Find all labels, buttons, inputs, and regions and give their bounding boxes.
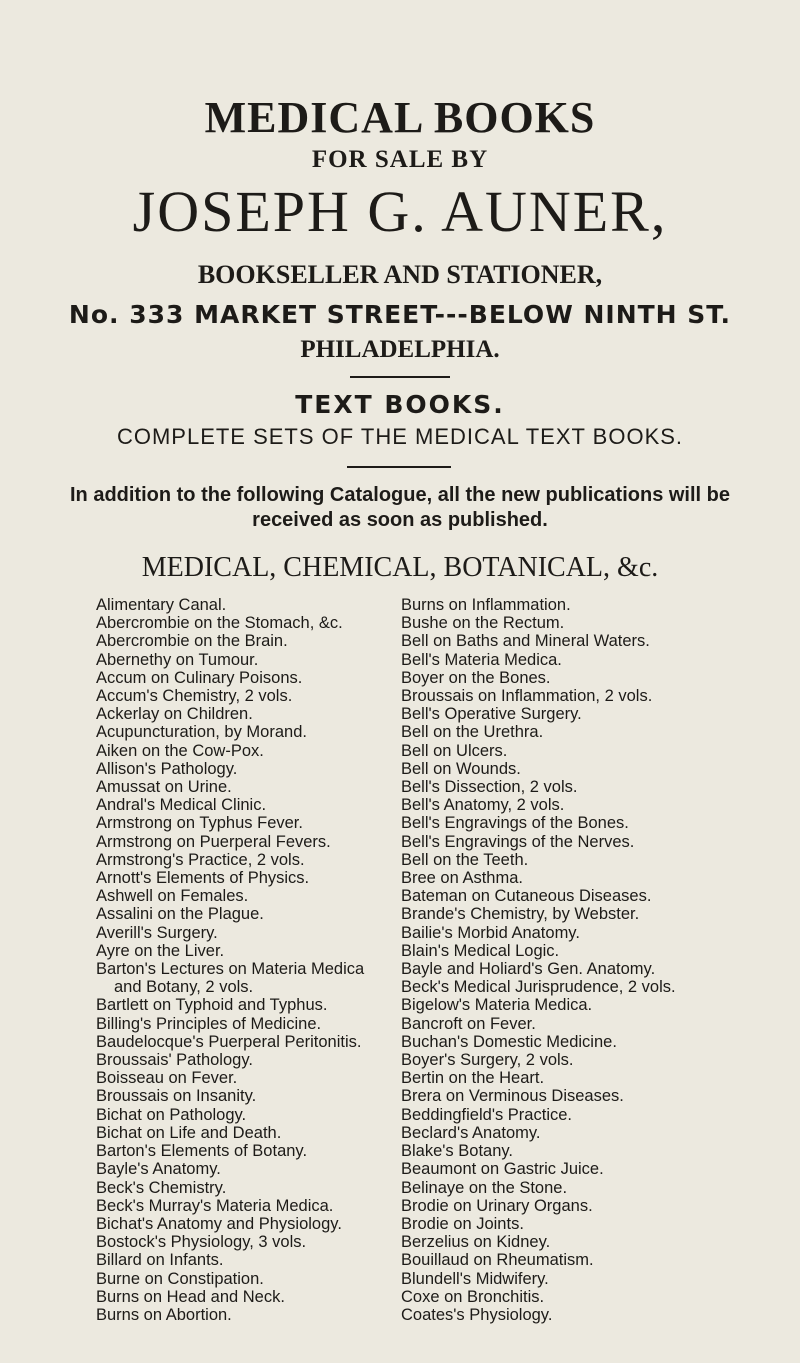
catalogue-entry: Burne on Constipation.: [96, 1269, 264, 1288]
catalogue-entry: Averill's Surgery.: [96, 923, 218, 942]
catalogue-entry: Bichat on Pathology.: [96, 1105, 247, 1124]
catalogue-entry: Allison's Pathology.: [96, 759, 238, 778]
catalogue-entry: Bayle and Holiard's Gen. Anatomy.: [401, 960, 656, 979]
catalogue-entry: Broussais on Insanity.: [96, 1087, 257, 1106]
catalogue-entry: Bayle's Anatomy.: [96, 1160, 221, 1179]
bookseller-address: No. 333 MARKET STREET---BELOW NINTH ST.: [68, 300, 732, 329]
catalogue-entry: Bichat on Life and Death.: [96, 1123, 282, 1142]
catalogue-entry: Brande's Chemistry, by Webster.: [401, 905, 640, 924]
catalogue-entry: Blake's Botany.: [401, 1142, 513, 1161]
catalogue-entry: Billard on Infants.: [96, 1251, 224, 1270]
catalogue-entry: Armstrong's Practice, 2 vols.: [96, 850, 305, 869]
catalogue-heading: MEDICAL, CHEMICAL, BOTANICAL, &c.: [141, 552, 659, 583]
catalogue-entry: Belinaye on the Stone.: [401, 1178, 568, 1197]
catalogue-entry: Burns on Inflammation.: [401, 596, 571, 614]
catalogue-entry: Bateman on Cutaneous Diseases.: [401, 887, 652, 906]
bookseller-name: JOSEPH G. AUNER,: [132, 179, 668, 244]
catalogue-entry: Beck's Medical Jurisprudence, 2 vols.: [401, 978, 676, 997]
catalogue-column-left: [96, 596, 386, 1324]
catalogue-entry: Aiken on the Cow-Pox.: [96, 741, 264, 760]
notice-line: In addition to the following Catalogue, all the new publications will be: [69, 484, 730, 506]
catalogue-entry: Barton's Elements of Botany.: [96, 1142, 308, 1161]
catalogue-entry: Blundell's Midwifery.: [401, 1269, 549, 1288]
catalogue-entry: Bell's Engravings of the Nerves.: [401, 832, 635, 851]
bookseller-city: PHILADELPHIA.: [300, 336, 500, 363]
catalogue-entry: Abercrombie on the Brain.: [96, 632, 288, 651]
catalogue-entry: Beck's Murray's Materia Medica.: [96, 1196, 334, 1215]
catalogue-entry: Bell on Wounds.: [401, 759, 521, 778]
catalogue-entry: Acupuncturation, by Morand.: [96, 723, 307, 742]
catalogue-entry: Beck's Chemistry.: [96, 1178, 227, 1197]
catalogue-entry: Bailie's Morbid Anatomy.: [401, 923, 580, 942]
catalogue-entry: Arnott's Elements of Physics.: [96, 869, 310, 888]
page-title: MEDICAL BOOKS: [204, 93, 596, 142]
catalogue-entry: and Botany, 2 vols.: [114, 978, 254, 997]
catalogue-entry: Boisseau on Fever.: [96, 1069, 238, 1088]
catalogue-entry: Barton's Lectures on Materia Medica: [96, 960, 365, 979]
catalogue-entry: Broussais' Pathology.: [96, 1051, 253, 1070]
catalogue-entry: Alimentary Canal.: [96, 596, 227, 614]
catalogue-entry: Accum on Culinary Poisons.: [96, 668, 303, 687]
divider-rule: [347, 466, 451, 468]
catalogue-entry: Assalini on the Plague.: [96, 905, 264, 924]
catalogue-entry: Coxe on Bronchitis.: [401, 1287, 545, 1306]
catalogue-entry: Ashwell on Females.: [96, 887, 249, 906]
catalogue-entry: Bell on the Teeth.: [401, 850, 529, 869]
catalogue-entry: Bell on Baths and Mineral Waters.: [401, 632, 650, 651]
catalogue-entry: Armstrong on Typhus Fever.: [96, 814, 303, 833]
catalogue-entry: Bell on Ulcers.: [401, 741, 508, 760]
catalogue-entry: Bree on Asthma.: [401, 869, 523, 888]
catalogue-entry: Beaumont on Gastric Juice.: [401, 1160, 604, 1179]
catalogue-entry: Billing's Principles of Medicine.: [96, 1014, 322, 1033]
catalogue-entry: Bell's Materia Medica.: [401, 650, 562, 669]
notice-line: received as soon as published.: [252, 509, 548, 531]
catalogue-entry: Bell's Dissection, 2 vols.: [401, 778, 578, 797]
catalogue-entry: Broussais on Inflammation, 2 vols.: [401, 687, 653, 706]
text-books-heading: TEXT BOOKS.: [295, 390, 505, 419]
catalogue-entry: Accum's Chemistry, 2 vols.: [96, 687, 293, 706]
for-sale-by: FOR SALE BY: [311, 146, 489, 173]
catalogue-entry: Brodie on Joints.: [401, 1214, 524, 1233]
catalogue-entry: Boyer on the Bones.: [401, 668, 551, 687]
catalogue-entry: Ayre on the Liver.: [96, 941, 225, 960]
catalogue-entry: Bichat's Anatomy and Physiology.: [96, 1214, 342, 1233]
catalogue-entry: Bostock's Physiology, 3 vols.: [96, 1233, 307, 1252]
catalogue-entry: Bigelow's Materia Medica.: [401, 996, 593, 1015]
catalogue-entry: Bertin on the Heart.: [401, 1069, 545, 1088]
catalogue-entry: Brera on Verminous Diseases.: [401, 1087, 624, 1106]
bookseller-occupation: BOOKSELLER AND STATIONER,: [197, 260, 603, 289]
catalogue-entry: Berzelius on Kidney.: [401, 1233, 551, 1252]
catalogue-entry: Blain's Medical Logic.: [401, 941, 560, 960]
catalogue-entry: Beclard's Anatomy.: [401, 1123, 541, 1142]
catalogue-entry: Bartlett on Typhoid and Typhus.: [96, 996, 328, 1015]
catalogue-column-right: [401, 596, 781, 1324]
divider-rule: [350, 376, 450, 378]
catalogue-entry: Bell on the Urethra.: [401, 723, 544, 742]
catalogue-entry: Buchan's Domestic Medicine.: [401, 1032, 617, 1051]
catalogue-entry: Bouillaud on Rheumatism.: [401, 1251, 594, 1270]
catalogue-entry: Bell's Operative Surgery.: [401, 705, 582, 724]
catalogue-entry: Baudelocque's Puerperal Peritonitis.: [96, 1032, 362, 1051]
catalogue-entry: Amussat on Urine.: [96, 778, 232, 797]
catalogue-entry: Armstrong on Puerperal Fevers.: [96, 832, 331, 851]
text-books-subheading: COMPLETE SETS OF THE MEDICAL TEXT BOOKS.: [116, 424, 684, 449]
catalogue-entry: Burns on Abortion.: [96, 1305, 232, 1324]
catalogue-entry: Bushe on the Rectum.: [401, 614, 565, 633]
catalogue-entry: Abercrombie on the Stomach, &c.: [96, 614, 343, 633]
catalogue-entry: Andral's Medical Clinic.: [96, 796, 267, 815]
catalogue-entry: Boyer's Surgery, 2 vols.: [401, 1051, 574, 1070]
catalogue-entry: Abernethy on Tumour.: [96, 650, 259, 669]
catalogue-entry: Burns on Head and Neck.: [96, 1287, 285, 1306]
catalogue-entry: Bell's Engravings of the Bones.: [401, 814, 629, 833]
catalogue-entry: Coates's Physiology.: [401, 1305, 553, 1324]
catalogue-entry: Ackerlay on Children.: [96, 705, 253, 724]
catalogue-entry: Brodie on Urinary Organs.: [401, 1196, 593, 1215]
catalogue-entry: Beddingfield's Practice.: [401, 1105, 572, 1124]
catalogue-entry: Bell's Anatomy, 2 vols.: [401, 796, 565, 815]
catalogue-entry: Bancroft on Fever.: [401, 1014, 536, 1033]
